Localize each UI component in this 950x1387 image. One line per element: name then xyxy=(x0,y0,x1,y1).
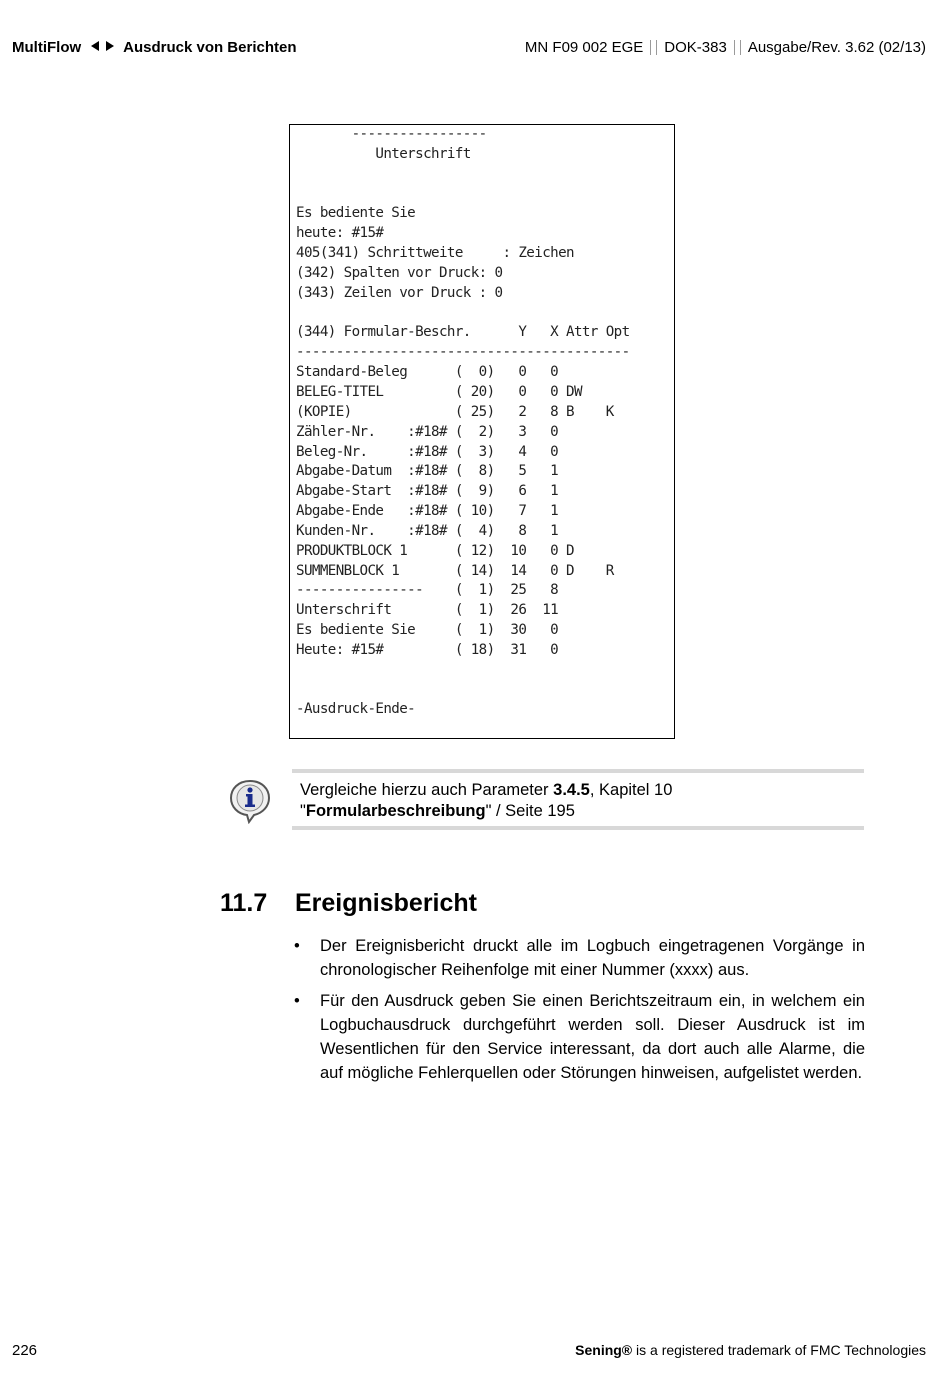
footer-brand: Sening® xyxy=(575,1342,633,1358)
printout-line: BELEG-TITEL ( 20) 0 0 DW xyxy=(296,383,582,400)
header-separator xyxy=(734,40,741,55)
printout-line: ------------------------------------------ xyxy=(296,344,630,361)
note-prefix: Vergleiche hierzu auch Parameter xyxy=(300,781,554,799)
printout-line: Standard-Beleg ( 0) 0 0 xyxy=(296,364,559,381)
note-chapter: , Kapitel 10 xyxy=(589,781,673,799)
footer-trademark xyxy=(575,1342,926,1358)
note-box xyxy=(292,769,864,830)
printout-line: (343) Zeilen vor Druck : 0 xyxy=(296,284,503,301)
printout-line: Beleg-Nr. :#18# ( 3) 4 0 xyxy=(296,443,559,460)
printout-line: heute: #15# xyxy=(296,225,384,242)
bullet-item: • Der Ereignisbericht druckt alle im Logbuch eingetragenen Vorgänge in chronologischer Reihenfolge mit einer Nummer (xxxx) aus. xyxy=(292,934,865,982)
note-page-ref: " / Seite 195 xyxy=(485,802,575,820)
header-title xyxy=(12,39,297,56)
printout-line: SUMMENBLOCK 1 ( 14) 14 0 D R xyxy=(296,562,614,579)
printout-line: Zähler-Nr. :#18# ( 2) 3 0 xyxy=(296,423,559,440)
header-product: MultiFlow xyxy=(12,39,82,56)
printout-line: -Ausdruck-Ende- xyxy=(296,701,416,718)
printout-text xyxy=(296,125,630,720)
printout-line: Abgabe-Start :#18# ( 9) 6 1 xyxy=(296,483,559,500)
bullet-list xyxy=(292,934,865,1092)
printout-line: ---------------- ( 1) 25 8 xyxy=(296,582,559,599)
printout-line: Es bediente Sie xyxy=(296,205,416,222)
printout-line: Heute: #15# ( 18) 31 0 xyxy=(296,641,559,658)
header-revision: Ausgabe/Rev. 3.62 (02/13) xyxy=(747,39,926,56)
note-text xyxy=(300,780,672,822)
triangle-right-icon xyxy=(106,41,114,51)
printout-line: Abgabe-Datum :#18# ( 8) 5 1 xyxy=(296,463,559,480)
page-number: 226 xyxy=(12,1342,38,1359)
printout-line: Abgabe-Ende :#18# ( 10) 7 1 xyxy=(296,503,559,520)
header-section: Ausdruck von Berichten xyxy=(123,39,297,56)
note-quote: " xyxy=(300,802,306,820)
note-param: 3.4.5 xyxy=(553,781,590,799)
printout-line: Unterschrift ( 1) 26 11 xyxy=(296,602,559,619)
header-meta xyxy=(525,39,926,56)
printout-line: ----------------- xyxy=(296,126,487,142)
printout-line: (342) Spalten vor Druck: 0 xyxy=(296,264,503,281)
section-number: 11.7 xyxy=(220,889,268,917)
section-title: Ereignisbericht xyxy=(295,889,477,917)
header-dok: DOK-383 xyxy=(664,39,727,56)
printout-line: PRODUKTBLOCK 1 ( 12) 10 0 D xyxy=(296,542,574,559)
header-doc-id: MN F09 002 EGE xyxy=(524,39,644,56)
footer-trademark-text: is a registered trademark of FMC Technologies xyxy=(632,1342,926,1358)
note-reference-title: Formularbeschreibung xyxy=(305,802,486,820)
printout-line: (344) Formular-Beschr. Y X Attr Opt xyxy=(296,324,630,341)
info-icon xyxy=(228,778,272,824)
triangle-left-icon xyxy=(91,41,99,51)
header-separator xyxy=(650,40,657,55)
printout-line: Unterschrift xyxy=(296,145,471,162)
printout-line: Es bediente Sie ( 1) 30 0 xyxy=(296,622,559,639)
bullet-item: • Für den Ausdruck geben Sie einen Berichtszeitraum ein, in welchem ein Logbuchausdruck durchgeführt werden soll. Dieser Ausdruck ist im Wesentlichen für den Service interessant, da dort auch alle Alarme, die auf mögliche Fehlerquellen oder Störungen hinweisen, aufgelistet werden. xyxy=(292,989,865,1085)
printout-line: (KOPIE) ( 25) 2 8 B K xyxy=(296,403,614,420)
printout-line: 405(341) Schrittweite : Zeichen xyxy=(296,245,574,262)
printout-line: Kunden-Nr. :#18# ( 4) 8 1 xyxy=(296,522,559,539)
printout-box xyxy=(289,124,675,739)
